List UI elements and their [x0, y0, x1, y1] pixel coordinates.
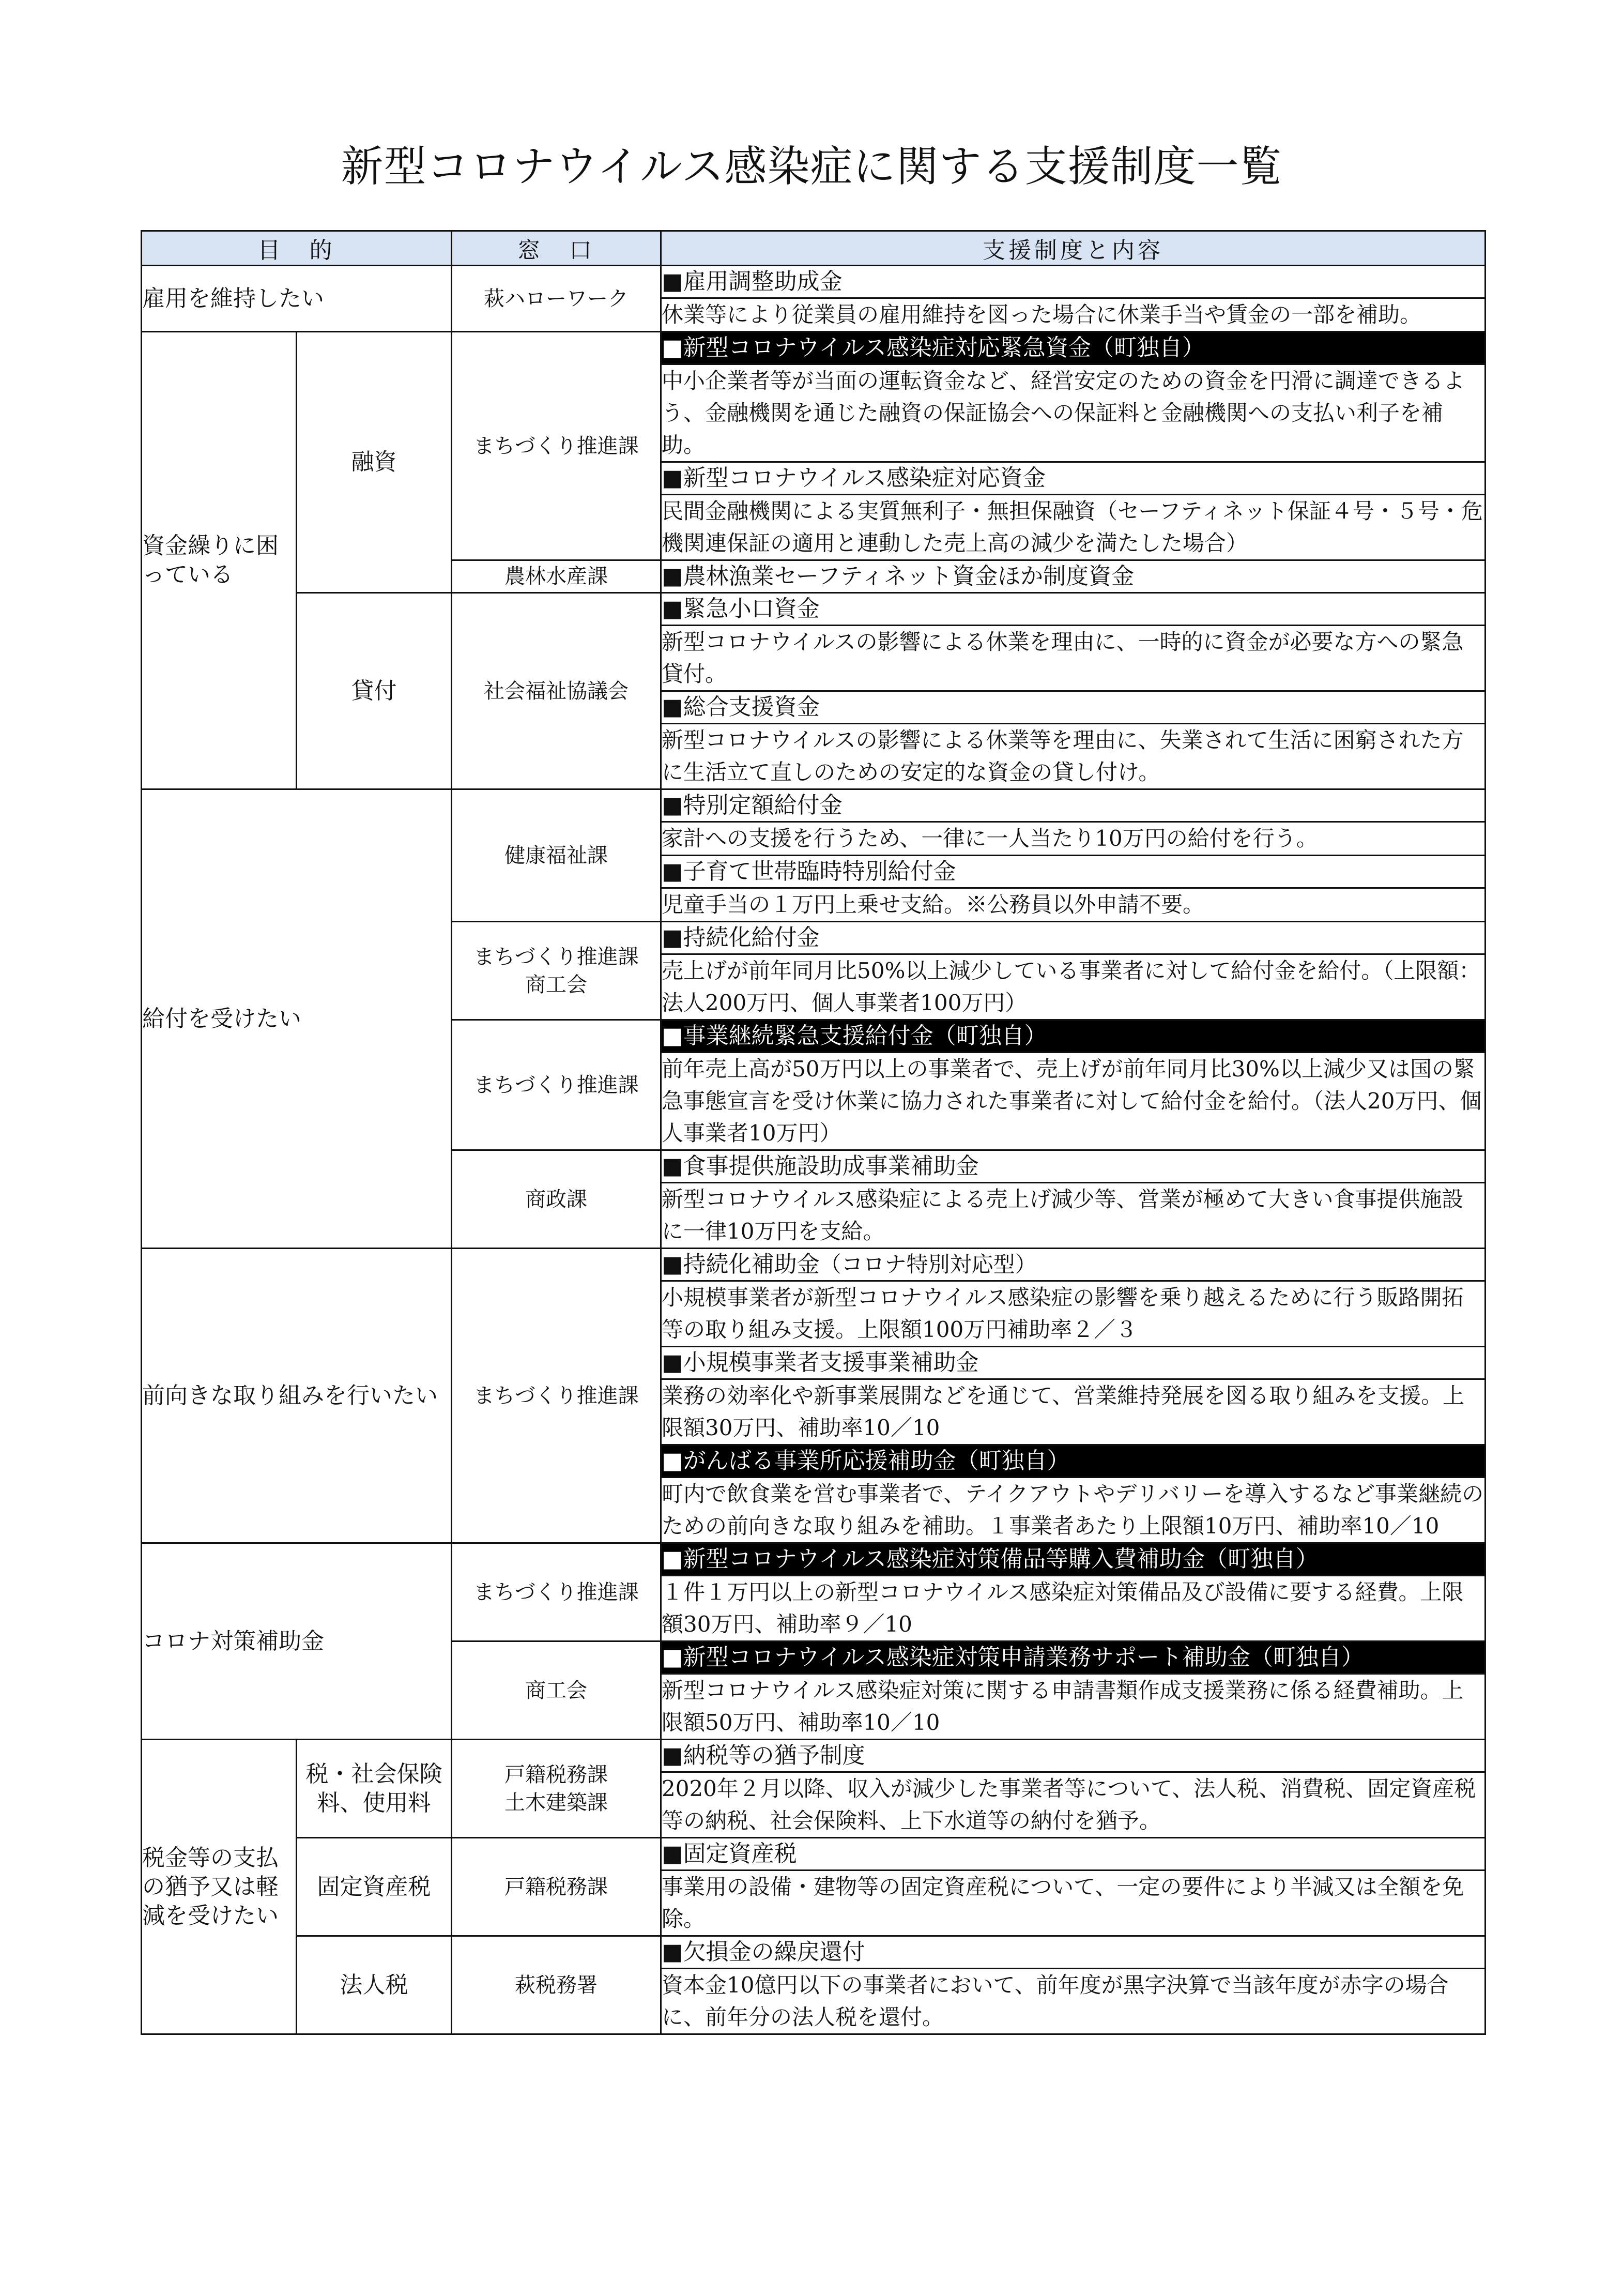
- table-row: [142, 593, 1486, 626]
- program-title: ■持続化補助金: [662, 1251, 820, 1278]
- window-machizukuri: まちづくり推進課: [452, 332, 661, 560]
- table-row: [142, 1936, 1486, 1969]
- program-name: ■新型コロナウイルス感染症対策備品等購入費補助金（町独自）: [661, 1543, 1486, 1576]
- program-desc: 町内で飲食業を営む事業者で、テイクアウトやデリバリーを導入するなど事業継続のための前向きな取り組みを補助。１事業者あたり上限額10万円、補助率10／10: [661, 1478, 1486, 1543]
- program-name: ■子育て世帯臨時特別給付金: [661, 856, 1486, 888]
- program-desc: 児童手当の１万円上乗せ支給。※公務員以外申請不要。: [661, 888, 1486, 922]
- window-line: 戸籍税務課: [504, 1762, 608, 1787]
- program-desc: 事業用の設備・建物等の固定資産税について、一定の要件により半減又は全額を免除。: [661, 1871, 1486, 1936]
- program-note: （コロナ特別対応型）: [819, 1252, 1037, 1277]
- program-name: ■がんばる事業所応援補助金（町独自）: [661, 1445, 1486, 1478]
- program-name: ■特別定額給付金: [661, 789, 1486, 822]
- program-name: ■食事提供施設助成事業補助金: [661, 1150, 1486, 1183]
- program-desc: 2020年２月以降、収入が減少した事業者等について、法人税、消費税、固定資産税等の納税、社会保険料、上下水道等の納付を猶予。: [661, 1772, 1486, 1838]
- window-line: 商工会: [525, 972, 587, 997]
- program-name: ■小規模事業者支援事業補助金: [661, 1347, 1486, 1379]
- window-line: まちづくり推進課: [473, 945, 639, 969]
- subcategory-tax-social: 税・社会保険料、使用料: [297, 1740, 452, 1838]
- program-name: ■雇用調整助成金: [661, 266, 1486, 298]
- program-name: ■欠損金の繰戻還付: [661, 1936, 1486, 1969]
- program-desc: 休業等により従業員の雇用維持を図った場合に休業手当や賃金の一部を補助。: [661, 298, 1486, 332]
- table-row: [142, 1249, 1486, 1281]
- program-name: ■総合支援資金: [661, 691, 1486, 724]
- program-desc: 新型コロナウイルスの影響による休業等を理由に、失業されて生活に困窮された方に生活立て直しのための安定的な資金の貸し付け。: [661, 724, 1486, 789]
- program-name: ■納税等の猶予制度: [661, 1740, 1486, 1772]
- program-name: ■固定資産税: [661, 1838, 1486, 1871]
- program-name: ■農林漁業セーフティネット資金ほか制度資金: [661, 560, 1486, 593]
- header-row: [142, 231, 1486, 266]
- window-machizukuri: まちづくり推進課: [452, 1543, 661, 1641]
- program-name: ■新型コロナウイルス感染症対応緊急資金（町独自）: [661, 332, 1486, 364]
- category-forward: 前向きな取り組みを行いたい: [142, 1249, 452, 1543]
- window-shakyo: 社会福祉協議会: [452, 593, 661, 789]
- table-row: [142, 789, 1486, 822]
- program-desc: 新型コロナウイルスの影響による休業を理由に、一時的に資金が必要な方への緊急貸付。: [661, 626, 1486, 691]
- table-row: [142, 266, 1486, 298]
- header-purpose: 目 的: [142, 231, 452, 266]
- window-hagi-zeimusho: 萩税務署: [452, 1936, 661, 2034]
- window-machizukuri-shokokai: [452, 922, 661, 1020]
- window-machizukuri: まちづくり推進課: [452, 1020, 661, 1150]
- window-machizukuri: まちづくり推進課: [452, 1249, 661, 1543]
- window-kenko: 健康福祉課: [452, 789, 661, 922]
- program-name: [661, 1249, 1486, 1281]
- program-desc: 小規模事業者が新型コロナウイルス感染症の影響を乗り越えるために行う販路開拓等の取り組み支援。上限額100万円補助率２／３: [661, 1281, 1486, 1347]
- subcategory-corporate: 法人税: [297, 1936, 452, 2034]
- program-name: ■新型コロナウイルス感染症対応資金: [661, 462, 1486, 495]
- subcategory-loan: 融資: [297, 332, 452, 593]
- program-desc: 新型コロナウイルス感染症による売上げ減少等、営業が極めて大きい食事提供施設に一律10万円を支給。: [661, 1183, 1486, 1249]
- category-tax: 税金等の支払の猶予又は軽減を受けたい: [142, 1740, 297, 2034]
- window-shokokai: 商工会: [452, 1641, 661, 1740]
- category-benefits: 給付を受けたい: [142, 789, 452, 1249]
- program-name: ■新型コロナウイルス感染症対策申請業務サポート補助金（町独自）: [661, 1641, 1486, 1674]
- subcategory-lend: 貸付: [297, 593, 452, 789]
- program-desc: 民間金融機関による実質無利子・無担保融資（セーフティネット保証４号・５号・危機関連保証の適用と連動した売上高の減少を満たした場合）: [661, 495, 1486, 560]
- subcategory-fixed-asset: 固定資産税: [297, 1838, 452, 1936]
- program-name: ■持続化給付金: [661, 922, 1486, 954]
- window-hellowork: 萩ハローワーク: [452, 266, 661, 332]
- program-desc: 家計への支援を行うため、一律に一人当たり10万円の給付を行う。: [661, 822, 1486, 856]
- program-desc: 資本金10億円以下の事業者において、前年度が黒字決算で当該年度が赤字の場合に、前年分の法人税を還付。: [661, 1969, 1486, 2034]
- category-corona: コロナ対策補助金: [142, 1543, 452, 1740]
- program-desc: 業務の効率化や新事業展開などを通じて、営業維持発展を図る取り組みを支援。上限額30万円、補助率10／10: [661, 1379, 1486, 1445]
- header-window: 窓 口: [452, 231, 661, 266]
- program-name: ■緊急小口資金: [661, 593, 1486, 626]
- window-shosei: 商政課: [452, 1150, 661, 1249]
- category-funding: 資金繰りに困っている: [142, 332, 297, 789]
- program-desc: 前年売上高が50万円以上の事業者で、売上げが前年同月比30%以上減少又は国の緊急事態宣言を受け休業に協力された事業者に対して給付金を給付。（法人20万円、個人事業者10万円）: [661, 1053, 1486, 1150]
- window-nourin: 農林水産課: [452, 560, 661, 593]
- table-row: [142, 1838, 1486, 1871]
- program-desc: 売上げが前年同月比50%以上減少している事業者に対して給付金を給付。（上限額：法人200万円、個人事業者100万円）: [661, 954, 1486, 1020]
- table-row: [142, 332, 1486, 364]
- table-row: [142, 1543, 1486, 1576]
- window-line: 土木建築課: [504, 1790, 608, 1815]
- program-desc: 新型コロナウイルス感染症対策に関する申請書類作成支援業務に係る経費補助。上限額50万円、補助率10／10: [661, 1674, 1486, 1740]
- window-koseki-doboku: [452, 1740, 661, 1838]
- program-name: ■事業継続緊急支援給付金（町独自）: [661, 1020, 1486, 1053]
- table-row: [142, 1740, 1486, 1772]
- program-desc: １件１万円以上の新型コロナウイルス感染症対策備品及び設備に要する経費。上限額30万円、補助率９／10: [661, 1576, 1486, 1641]
- page-title: 新型コロナウイルス感染症に関する支援制度一覧: [341, 142, 1282, 191]
- window-koseki: 戸籍税務課: [452, 1838, 661, 1936]
- category-employment: 雇用を維持したい: [142, 266, 452, 332]
- header-content: 支援制度と内容: [661, 231, 1486, 266]
- program-desc: 中小企業者等が当面の運転資金など、経営安定のための資金を円滑に調達できるよう、金融機関を通じた融資の保証協会への保証料と金融機関への支払い利子を補助。: [661, 364, 1486, 462]
- support-table: [141, 230, 1486, 2035]
